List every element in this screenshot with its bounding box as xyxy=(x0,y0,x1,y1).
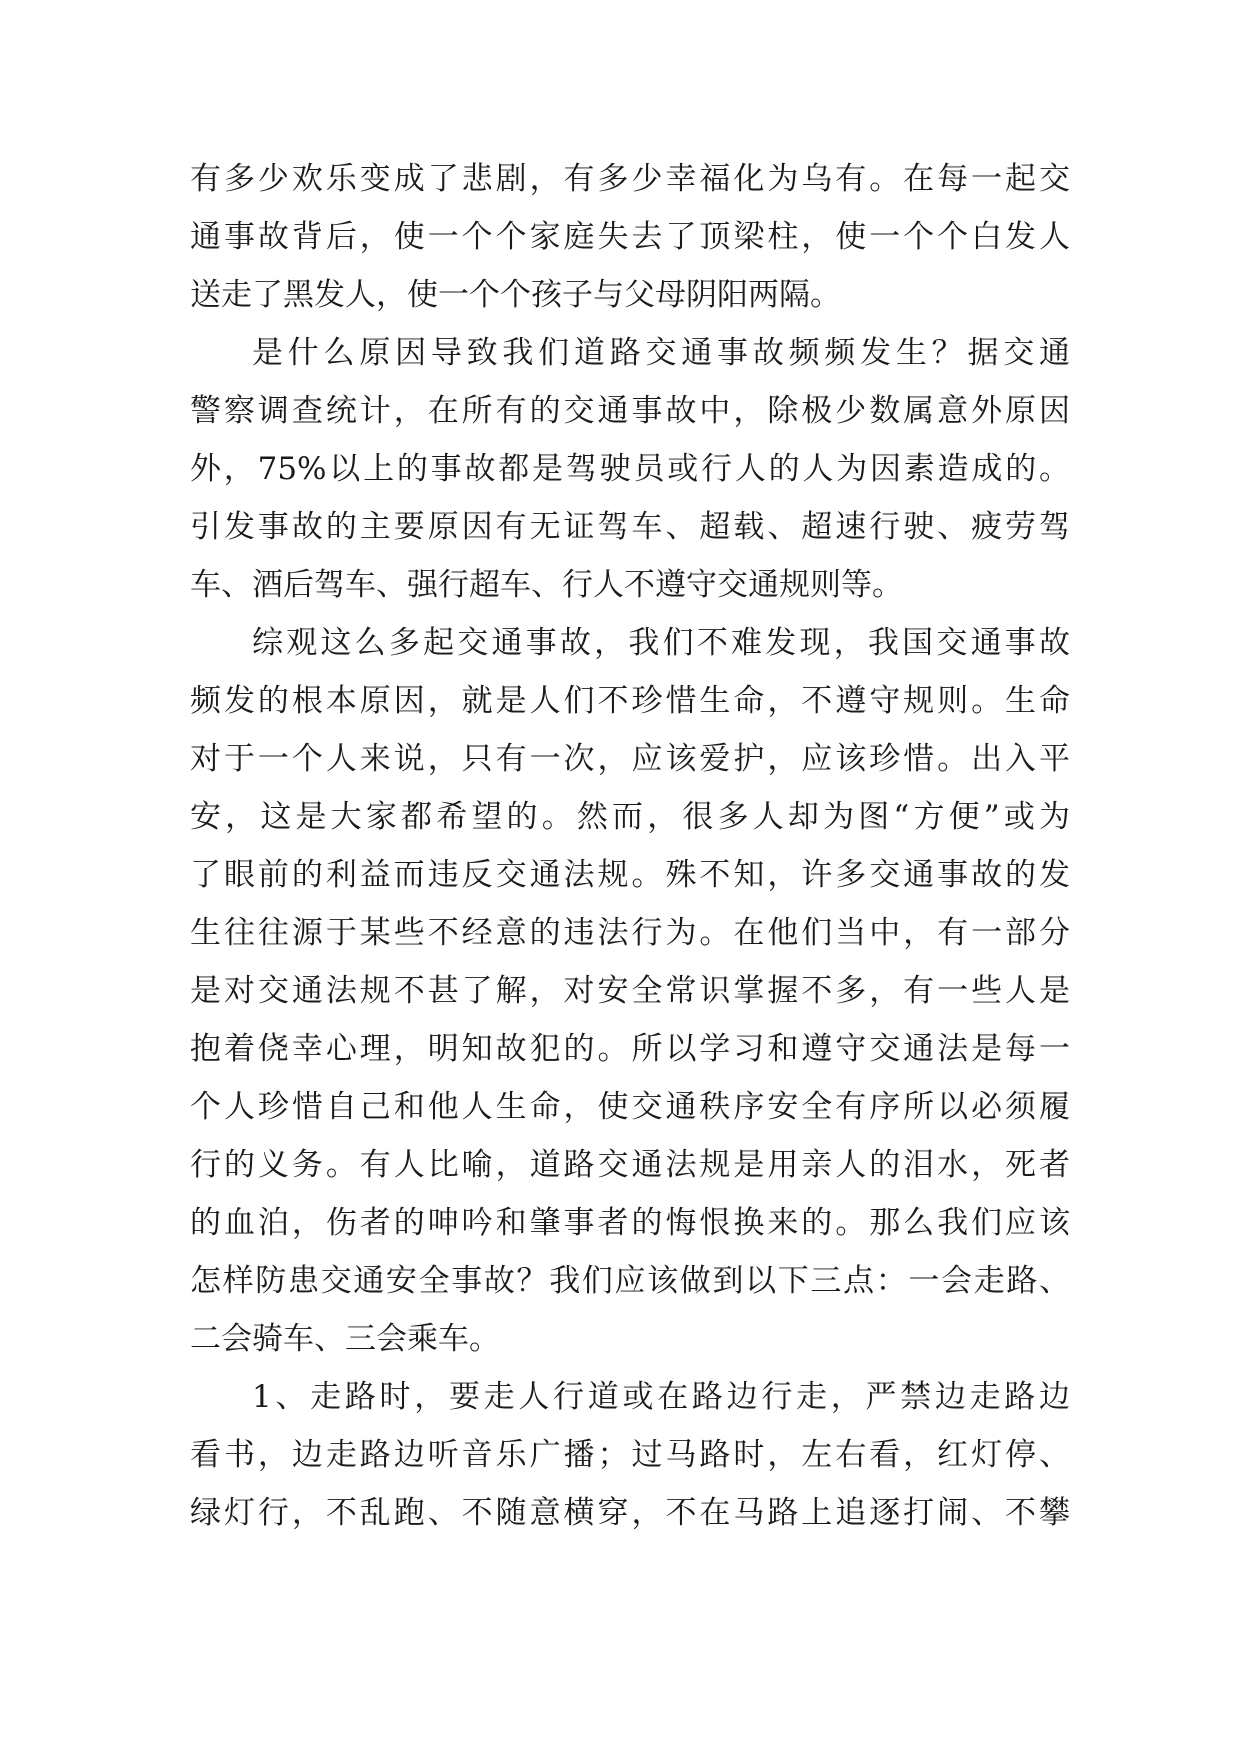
text-line: 对于一个人来说，只有一次，应该爱护，应该珍惜。出入平 xyxy=(190,741,1070,777)
text-line: 行的义务。有人比喻，道路交通法规是用亲人的泪水，死者 xyxy=(190,1147,1070,1183)
text-line: 外，75%以上的事故都是驾驶员或行人的人为因素造成的。 xyxy=(190,451,1070,487)
text-line: 安，这是大家都希望的。然而，很多人却为图“方便”或为 xyxy=(190,799,1070,835)
text-line: 有多少欢乐变成了悲剧，有多少幸福化为乌有。在每一起交 xyxy=(190,161,1070,197)
text-line: 看书，边走路边听音乐广播；过马路时，左右看，红灯停、 xyxy=(190,1437,1070,1473)
text-line: 警察调查统计，在所有的交通事故中，除极少数属意外原因 xyxy=(190,393,1070,429)
text-line: 二会骑车、三会乘车。 xyxy=(190,1321,500,1357)
text-line: 通事故背后，使一个个家庭失去了顶梁柱，使一个个白发人 xyxy=(190,219,1070,255)
text-line: 送走了黑发人，使一个个孩子与父母阴阳两隔。 xyxy=(190,277,841,313)
text-line: 了眼前的利益而违反交通法规。殊不知，许多交通事故的发 xyxy=(190,857,1070,893)
text-line: 综观这么多起交通事故，我们不难发现，我国交通事故 xyxy=(252,625,1070,661)
text-line: 是对交通法规不甚了解，对安全常识掌握不多，有一些人是 xyxy=(190,973,1070,1009)
text-line: 怎样防患交通安全事故？我们应该做到以下三点：一会走路、 xyxy=(190,1263,1070,1299)
text-line: 生往往源于某些不经意的违法行为。在他们当中，有一部分 xyxy=(190,915,1070,951)
text-line: 1、走路时，要走人行道或在路边行走，严禁边走路边 xyxy=(252,1379,1070,1415)
text-line: 的血泊，伤者的呻吟和肇事者的悔恨换来的。那么我们应该 xyxy=(190,1205,1070,1241)
text-line: 绿灯行，不乱跑、不随意横穿，不在马路上追逐打闹、不攀 xyxy=(190,1495,1070,1531)
text-line: 车、酒后驾车、强行超车、行人不遵守交通规则等。 xyxy=(190,567,903,603)
body-text xyxy=(190,150,1070,1542)
text-line: 引发事故的主要原因有无证驾车、超载、超速行驶、疲劳驾 xyxy=(190,509,1070,545)
text-line: 抱着侥幸心理，明知故犯的。所以学习和遵守交通法是每一 xyxy=(190,1031,1070,1067)
text-line: 个人珍惜自己和他人生命，使交通秩序安全有序所以必须履 xyxy=(190,1089,1070,1125)
text-line: 频发的根本原因，就是人们不珍惜生命，不遵守规则。生命 xyxy=(190,683,1070,719)
text-line: 是什么原因导致我们道路交通事故频频发生？据交通 xyxy=(252,335,1070,371)
